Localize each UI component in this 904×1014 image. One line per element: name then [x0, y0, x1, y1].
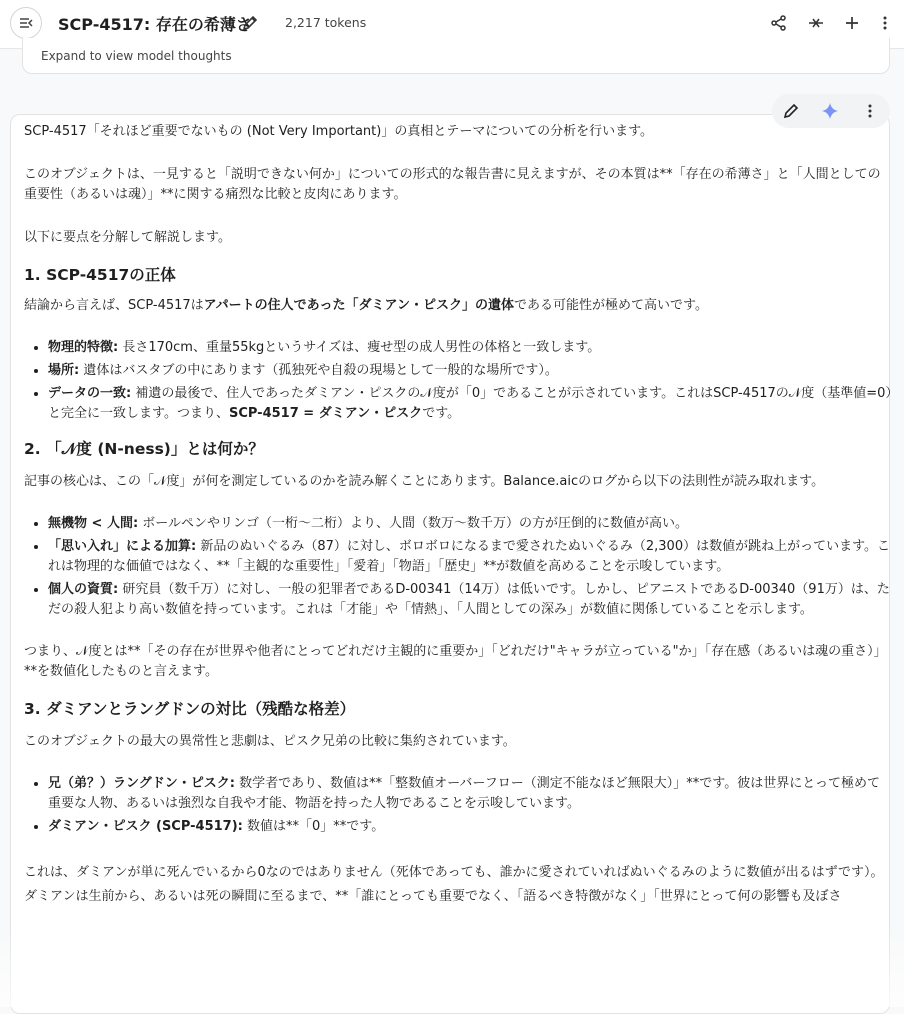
bullet-list: [24, 338, 892, 424]
edit-title-icon[interactable]: [241, 14, 259, 32]
section-lead: 結論から言えば、SCP-4517はアパートの住人であった「ダミアン・ピスク」の遺体である可能性が極めて高いです。: [24, 298, 708, 313]
list-item: • 兄（弟？）ラングドン・ピスク: 数学者であり、数値は**「整数値オーバーフロー（測定不能なほど無限大）」**です。彼は世界にとって極めて重要な人物、あるいは強烈な自我や才能、物語を持った人物であることを示唆しています。: [48, 774, 892, 814]
paragraph: つまり、𝒩度とは**「その存在が世界や他者にとってどれだけ主観的に重要か」「どれだけ"キャラが立っている"か」「存在感（あるいは魂の重さ）」**を数値化したものと言えます。: [24, 644, 887, 679]
collapse-menu-button[interactable]: [10, 7, 42, 39]
thoughts-label: Expand to view model thoughts: [41, 49, 232, 63]
response-content: [24, 122, 892, 907]
add-icon[interactable]: [843, 14, 861, 32]
list-item: • 物理的特徴: 長さ170cm、重量55kgというサイズは、痩せ型の成人男性の体格と一致します。: [48, 338, 892, 358]
paragraph: これは、ダミアンが単に死んでいるから0なのではありません（死体であっても、誰かに愛されていればぬいぐるみのように数値が出るはずです）。: [24, 865, 884, 880]
compare-icon[interactable]: [807, 14, 825, 32]
more-vert-icon[interactable]: [879, 14, 891, 32]
list-item: • 個人の資質: 研究員（数千万）に対し、一般の犯罪者であるD-00341（14万）は低いです。しかし、ピアニストであるD-00340（91万）は、ただの殺人犯より高い数値を持っています。これは「才能」や「情熱」、「人間としての深み」が数値に関係していることを示します。: [48, 580, 892, 620]
token-count: 2,217 tokens: [285, 15, 367, 30]
edit-icon[interactable]: [782, 102, 800, 120]
list-item: • 「思い入れ」による加算: 新品のぬいぐるみ（87）に対し、ボロボロになるまで愛されたぬいぐるみ（2,300）は数値が跳ね上がっています。これは物理的な価値ではなく、**「主観的な重要性」「愛着」「物語」「歴史」**が数値を高めることを示唆しています。: [48, 537, 892, 577]
section-lead: このオブジェクトの最大の異常性と悲劇は、ピスク兄弟の比較に集約されています。: [24, 734, 516, 749]
bullet-list: [24, 774, 892, 837]
section-heading: 3. ダミアンとラングドンの対比（残酷な格差）: [24, 700, 356, 718]
menu-collapse-icon: [18, 15, 34, 31]
share-icon[interactable]: [770, 14, 788, 32]
list-item: • データの一致: 補遺の最後で、住人であったダミアン・ピスクの𝒩度が「0」であることが示されています。これはSCP-4517の𝒩度（基準値=0）と完全に一致します。つまり、SCP-4517 = ダミアン・ピスクです。: [48, 384, 892, 424]
intro-paragraph: SCP-4517「それほど重要でないもの (Not Very Important)」の真相とテーマについての分析を行います。: [24, 124, 654, 139]
section-heading: 1. SCP-4517の正体: [24, 266, 176, 284]
page-title: SCP-4517: 存在の希薄さ: [58, 15, 252, 34]
section-heading: 2. 「𝒩度 (N-ness)」とは何か？: [24, 440, 264, 458]
paragraph: ダミアンは生前から、あるいは死の瞬間に至るまで、**「誰にとっても重要でなく、「語るべき特徴がなく」「世界にとって何の影響も及ぼさ: [24, 889, 842, 904]
section-lead: 記事の核心は、この「𝒩度」が何を測定しているのかを読み解くことにあります。Balance.aicのログから以下の法則性が読み取れます。: [24, 474, 825, 489]
sparkle-icon[interactable]: [821, 102, 839, 120]
bullet-list: [24, 514, 892, 620]
list-item: • 場所: 遺体はバスタブの中にあります（孤独死や自殺の現場として一般的な場所です）。: [48, 361, 892, 381]
list-item: • ダミアン・ピスク (SCP-4517): 数値は**「0」**です。: [48, 817, 892, 837]
paragraph: このオブジェクトは、一見すると「説明できない何か」についての形式的な報告書に見えますが、その本質は**「存在の希薄さ」と「人間としての重要性（あるいは魂）」**に関する痛烈な比較と皮肉にあります。: [24, 167, 881, 202]
more-vert-icon[interactable]: [864, 102, 876, 120]
paragraph: 以下に要点を分解して解説します。: [24, 230, 231, 245]
list-item: • 無機物 < 人間: ボールペンやリンゴ（一桁〜二桁）より、人間（数万〜数千万）の方が圧倒的に数値が高い。: [48, 514, 892, 534]
model-thoughts-panel[interactable]: [22, 38, 890, 74]
